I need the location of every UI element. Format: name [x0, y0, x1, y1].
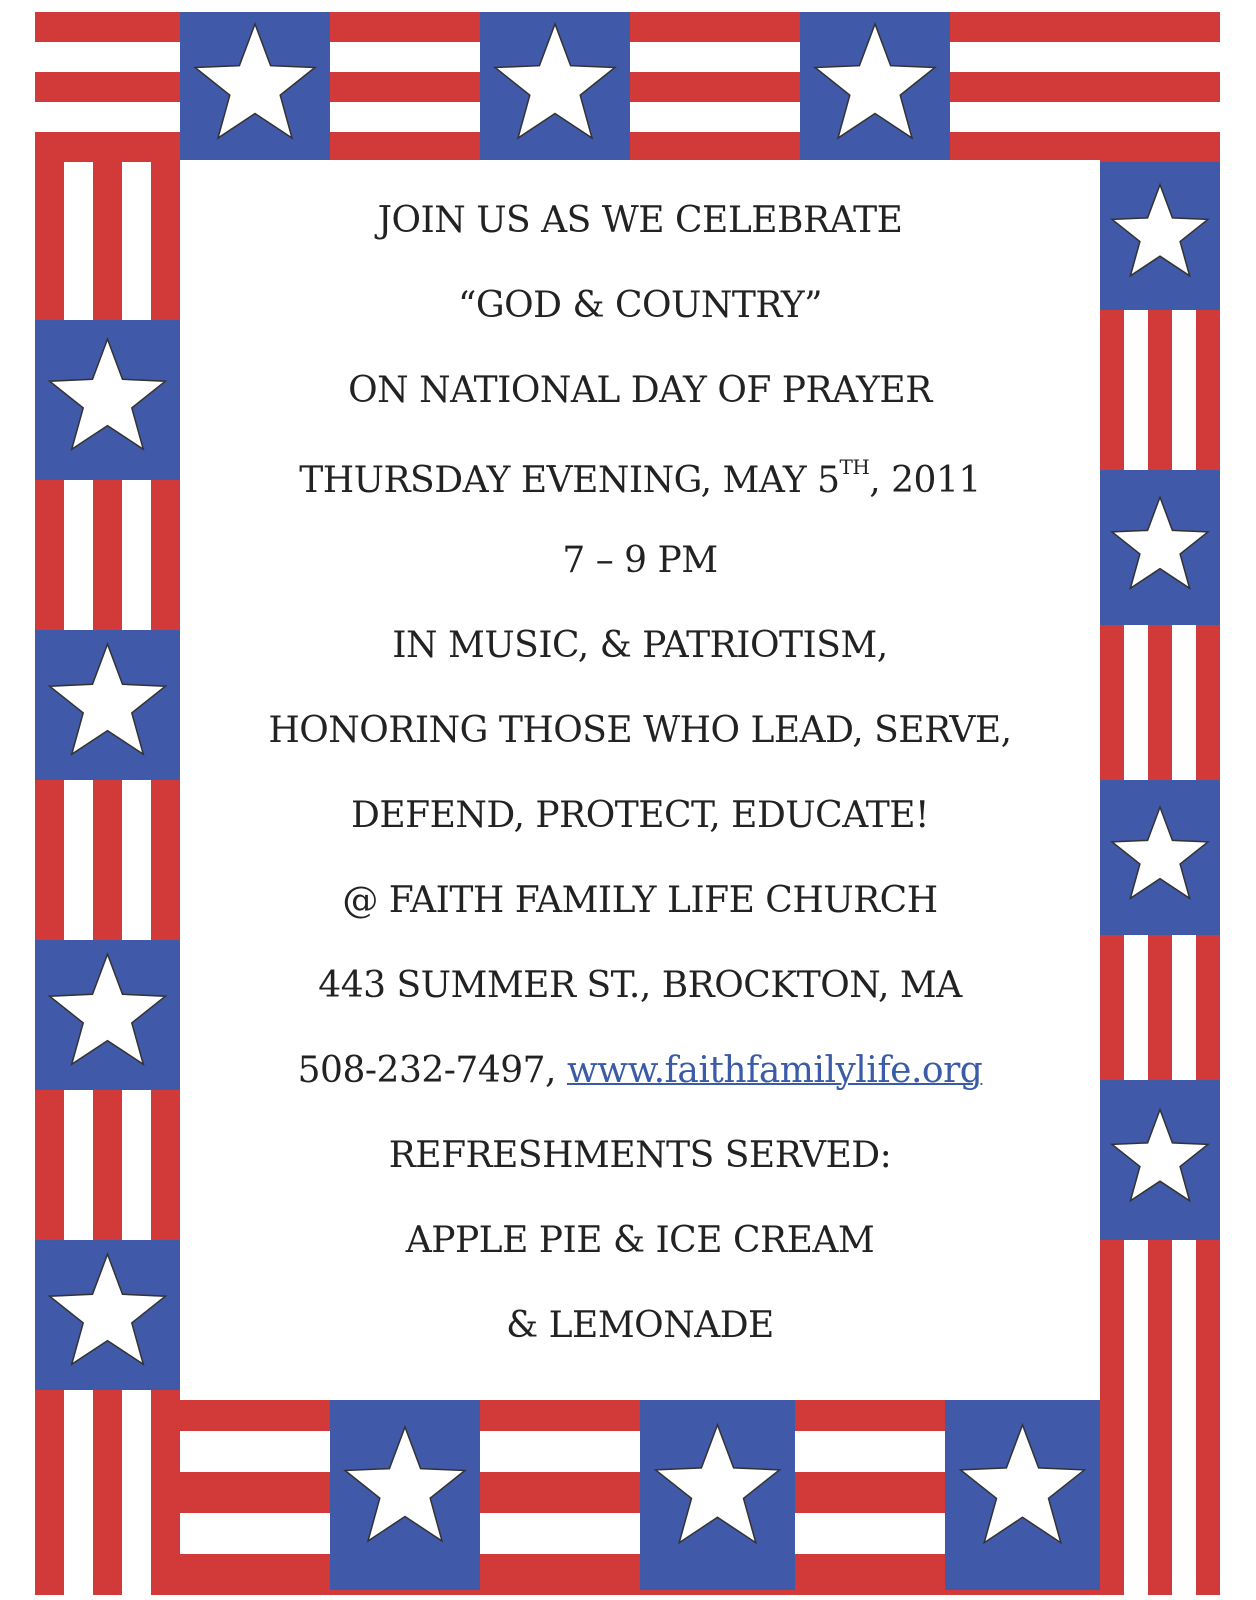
refreshments-heading: REFRESHMENTS SERVED: — [388, 1135, 892, 1176]
stripe — [1172, 1390, 1196, 1595]
stripe — [151, 1390, 180, 1595]
stripe — [1100, 12, 1220, 42]
stripe — [93, 1390, 122, 1595]
stripe — [35, 42, 180, 72]
phone-number: 508-232-7497, — [297, 1050, 556, 1091]
stripe — [1196, 1390, 1220, 1595]
event-theme: IN MUSIC, & PATRIOTISM, — [392, 625, 888, 666]
stripe — [1100, 1390, 1124, 1595]
event-title: “GOD & COUNTRY” — [457, 285, 823, 326]
stripe — [1100, 102, 1220, 132]
headline-join: JOIN US AS WE CELEBRATE — [377, 200, 903, 241]
event-time: 7 – 9 PM — [562, 540, 718, 581]
stripe — [1100, 132, 1220, 162]
stripe — [35, 12, 180, 42]
stripe — [35, 1390, 64, 1595]
website-link[interactable]: www.faithfamilylife.org — [566, 1050, 983, 1091]
event-date — [180, 455, 1100, 501]
stripe — [1148, 1390, 1172, 1595]
stripe — [35, 72, 180, 102]
stripe — [64, 1390, 93, 1595]
stripe — [35, 132, 180, 162]
honoring-line-2: DEFEND, PROTECT, EDUCATE! — [351, 795, 929, 836]
flyer-text-panel — [180, 160, 1100, 1400]
stripe — [1100, 72, 1220, 102]
stripe — [1100, 42, 1220, 72]
occasion: ON NATIONAL DAY OF PRAYER — [348, 370, 932, 411]
honoring-line: HONORING THOSE WHO LEAD, SERVE, — [268, 710, 1012, 751]
stripe — [35, 102, 180, 132]
refreshments-drink: & LEMONADE — [506, 1305, 774, 1346]
venue-address: 443 SUMMER ST., BROCKTON, MA — [318, 965, 962, 1006]
date-ordinal: TH — [839, 455, 870, 479]
stripe — [1124, 1390, 1148, 1595]
venue-name: @ FAITH FAMILY LIFE CHURCH — [342, 880, 938, 921]
date-text: THURSDAY EVENING, MAY 5 — [299, 460, 840, 501]
stripe — [122, 1390, 151, 1595]
contact-line — [180, 1050, 1100, 1091]
refreshments-food: APPLE PIE & ICE CREAM — [405, 1220, 875, 1261]
date-year: , 2011 — [869, 460, 981, 501]
